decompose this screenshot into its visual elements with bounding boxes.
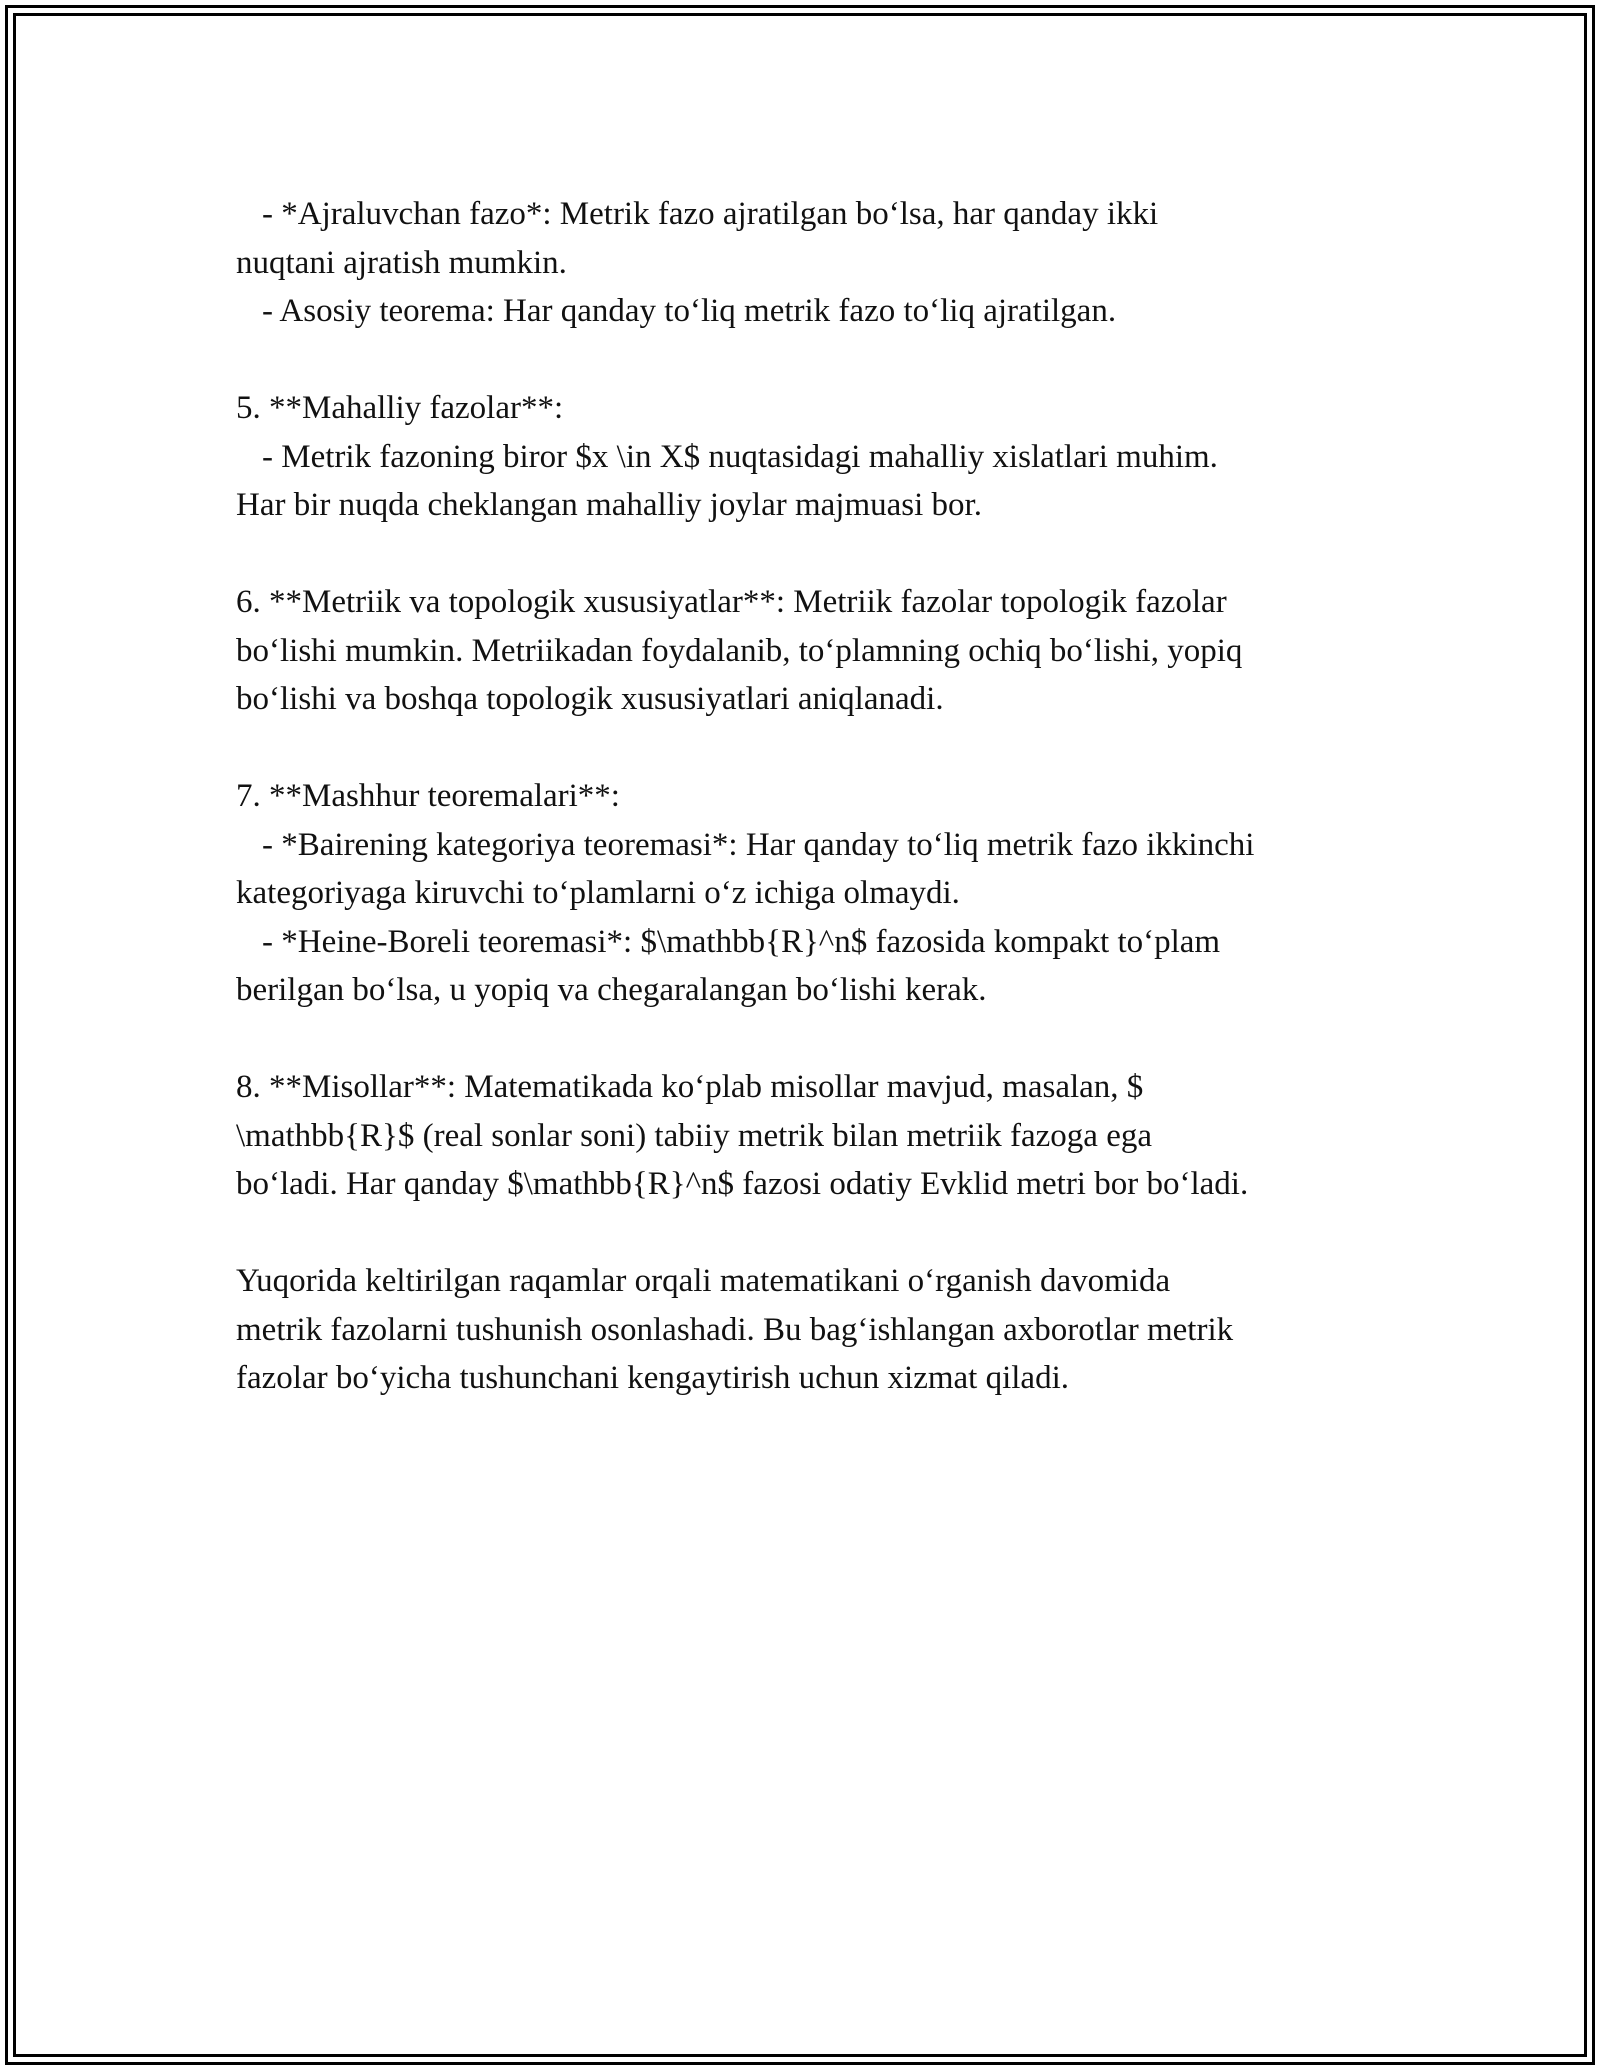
text-line: nuqtani ajratish mumkin.	[236, 244, 567, 281]
paragraph-gap	[236, 530, 1396, 579]
section-heading: 6. **Metriik va topologik xususiyatlar**: Metriik fazolar topologik fazolar	[236, 584, 1227, 620]
paragraph-gap	[236, 1015, 1396, 1064]
document-body	[236, 190, 1396, 1403]
text-line: metrik fazolarni tushunish osonlashadi. Bu bag‘ishlangan axborotlar metrik	[236, 1311, 1234, 1348]
text-line: kategoriyaga kiruvchi to‘plamlarni o‘z ichiga olmaydi.	[236, 875, 960, 911]
text-line: fazolar bo‘yicha tushunchani kengaytirish uchun xizmat qiladi.	[236, 1360, 1069, 1396]
text-line: - Metrik fazoning biror $x \in X$ nuqtasidagi mahalliy xislatlari muhim.	[262, 438, 1218, 475]
paragraph-gap	[236, 1209, 1396, 1258]
text-line: bo‘ladi. Har qanday $\mathbb{R}^n$ fazosi odatiy Evklid metri bor bo‘ladi.	[236, 1166, 1249, 1202]
section-heading: 8. **Misollar**: Matematikada ko‘plab misollar mavjud, masalan, $	[236, 1069, 1144, 1105]
text-line: berilgan bo‘lsa, u yopiq va chegaralangan bo‘lishi kerak.	[236, 972, 987, 1008]
text-line: - Asosiy teorema: Har qanday to‘liq metrik fazo to‘liq ajratilgan.	[262, 293, 1117, 329]
text-line: - *Heine-Boreli teoremasi*: $\mathbb{R}^n$ fazosida kompakt to‘plam	[262, 923, 1221, 960]
paragraph-gap	[236, 724, 1396, 773]
text-line: Yuqorida keltirilgan raqamlar orqali matematikani o‘rganish davomida	[236, 1263, 1171, 1299]
text-line: - *Ajraluvchan fazo*: Metrik fazo ajratilgan bo‘lsa, har qanday ikki	[262, 196, 1159, 232]
text-line: bo‘lishi va boshqa topologik xususiyatlari aniqlanadi.	[236, 681, 944, 717]
text-line: \mathbb{R}$ (real sonlar soni) tabiiy metrik bilan metriik fazoga ega	[236, 1117, 1152, 1154]
text-line: Har bir nuqda cheklangan mahalliy joylar majmuasi bor.	[236, 487, 982, 523]
section-heading: 7. **Mashhur teoremalari**:	[236, 778, 620, 814]
section-heading: 5. **Mahalliy fazolar**:	[236, 390, 564, 426]
text-line: bo‘lishi mumkin. Metriikadan foydalanib, to‘plamning ochiq bo‘lishi, yopiq	[236, 632, 1243, 669]
text-line: - *Bairening kategoriya teoremasi*: Har qanday to‘liq metrik fazo ikkinchi	[262, 826, 1255, 863]
paragraph-gap	[236, 336, 1396, 385]
